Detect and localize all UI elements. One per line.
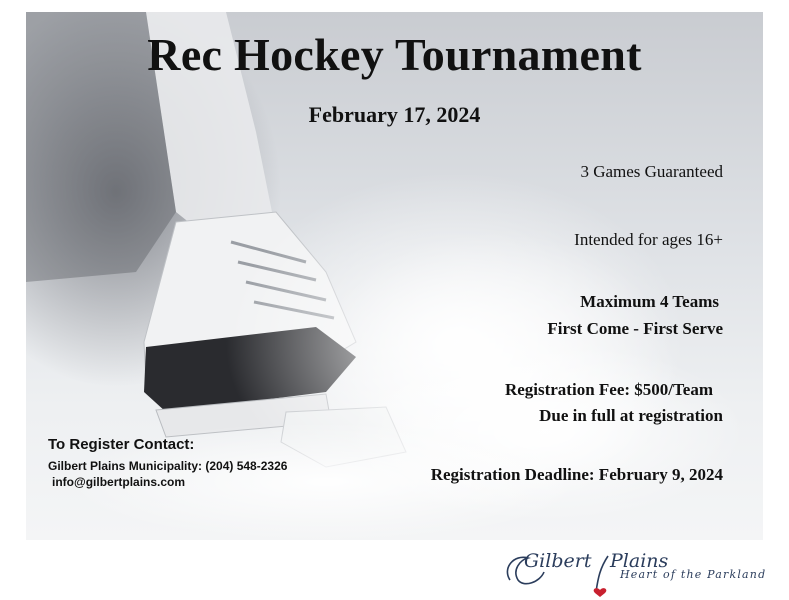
contact-phone: Gilbert Plains Municipality: (204) 548-2326 (48, 459, 288, 473)
gilbert-plains-logo (500, 548, 770, 598)
payment-due: Due in full at registration (539, 406, 723, 425)
games-guaranteed: 3 Games Guaranteed (580, 162, 723, 181)
first-come-first-serve: First Come - First Serve (547, 319, 723, 338)
max-teams: Maximum 4 Teams (580, 292, 719, 311)
logo-name-gilbert: Gilbert (524, 550, 592, 572)
tournament-poster (26, 12, 763, 540)
age-requirement: Intended for ages 16+ (574, 230, 723, 249)
poster-title: Rec Hockey Tournament (147, 29, 642, 80)
logo-name-plains: Plains (610, 550, 669, 572)
contact-heading: To Register Contact: (48, 436, 195, 453)
contact-email: info@gilbertplains.com (52, 475, 186, 489)
registration-fee: Registration Fee: $500/Team (504, 380, 713, 399)
event-date: February 17, 2024 (308, 102, 481, 127)
heart-icon (594, 588, 607, 597)
registration-deadline: Registration Deadline: February 9, 2024 (430, 465, 723, 484)
logo-tagline: Heart of the Parkland (620, 568, 767, 581)
